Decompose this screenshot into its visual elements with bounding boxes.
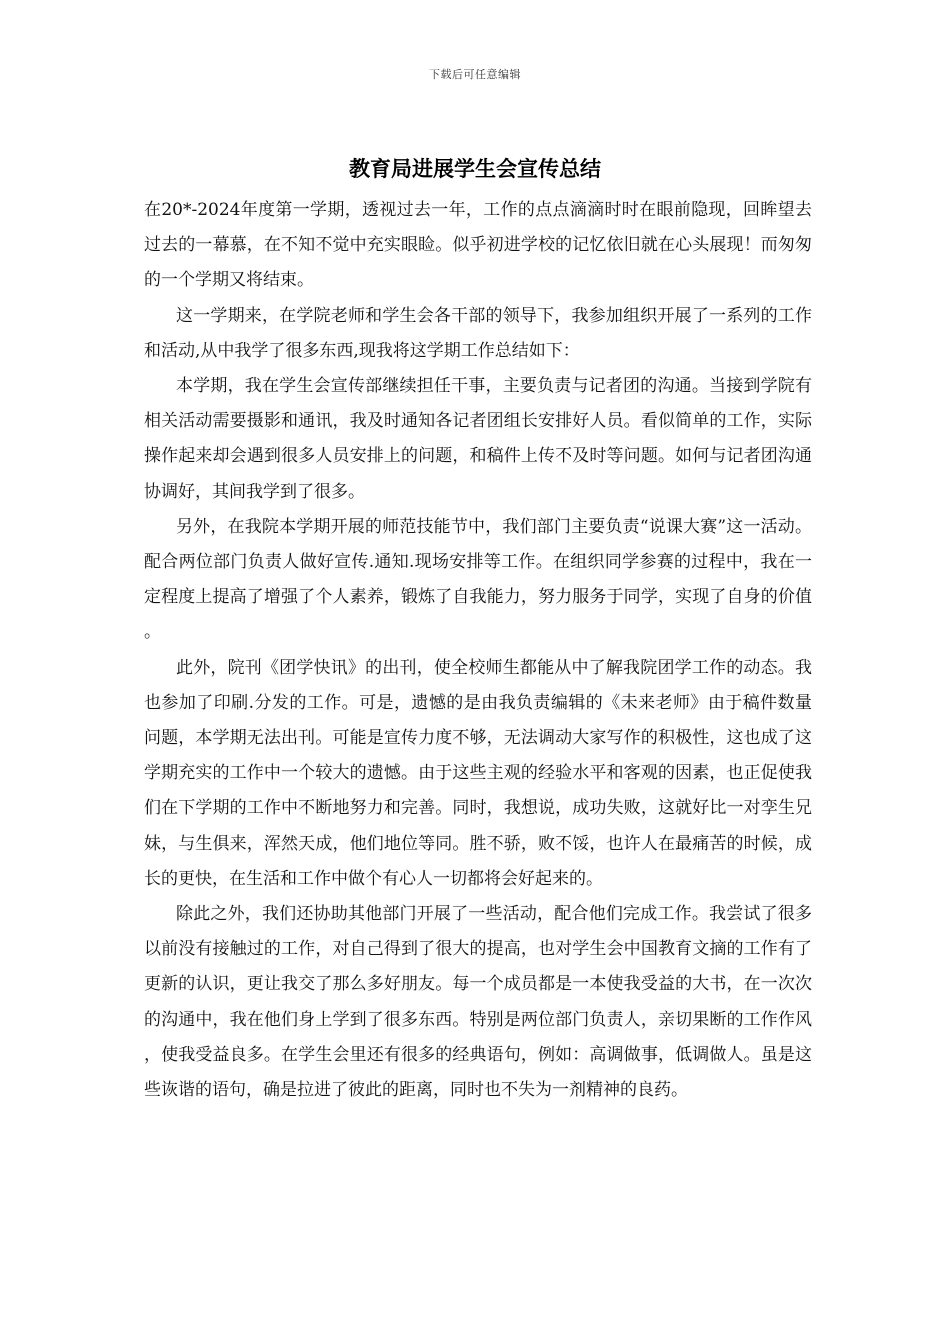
paragraph-overview: 这一学期来，在学院老师和学生会各干部的领导下，我参加组织开展了一系列的工作和活动,从中我学了很多东西,现我将这学期工作总结如下：: [144, 305, 812, 361]
paragraph-intro: 在20*-2024年度第一学期，透视过去一年，工作的点点滴滴时时在眼前隐现，回眸望去过去的一幕慕，在不知不觉中充实眼睑。似乎初进学校的记忆依旧就在心头展现！而匆匆的一个学期又将结束。: [144, 200, 812, 291]
paragraph-teaching-contest: 另外，在我院本学期开展的师范技能节中，我们部门主要负责“说课大赛”这一活动。配合两位部门负责人做好宣传.通知.现场安排等工作。在组织同学参赛的过程中，我在一定程度上提高了增强了个人素养，锻炼了自我能力，努力服务于同学，实现了自身的价值。: [144, 516, 812, 643]
header-note: 下载后可任意编辑: [429, 68, 521, 81]
document-body: [144, 193, 812, 1108]
paragraph-other-activities: 除此之外，我们还协助其他部门开展了一些活动，配合他们完成工作。我尝试了很多以前没有接触过的工作，对自己得到了很大的提高，也对学生会中国教育文摘的工作有了更新的认识，更让我交了那么多好朋友。每一个成员都是一本使我受益的大书，在一次次的沟通中，我在他们身上学到了很多东西。特别是两位部门负责人，亲切果断的工作作风，使我受益良多。在学生会里还有很多的经典语句，例如：高调做事，低调做人。虽是这些诙谐的语句，确是拉进了彼此的距离，同时也不失为一剂精神的良药。: [144, 904, 812, 1101]
paragraph-publications: 此外，院刊《团学快讯》的出刊，使全校师生都能从中了解我院团学工作的动态。我也参加了印刷.分发的工作。可是，遗憾的是由我负责编辑的《未来老师》由于稿件数量问题，本学期无法出刊。可能是宣传力度不够，无法调动大家写作的积极性，这也成了这学期充实的工作中一个较大的遗憾。由于这些主观的经验水平和客观的因素，也正促使我们在下学期的工作中不断地努力和完善。同时，我想说，成功失败，这就好比一对孪生兄妹，与生俱来，浑然天成，他们地位等同。胜不骄，败不馁，也许人在最痛苦的时候，成长的更快，在生活和工作中做个有心人一切都将会好起来的。: [144, 657, 812, 889]
paragraph-reporter-liaison: 本学期，我在学生会宣传部继续担任干事，主要负责与记者团的沟通。当接到学院有相关活动需要摄影和通讯，我及时通知各记者团组长安排好人员。看似简单的工作，实际操作起来却会遇到很多人员安排上的问题，和稿件上传不及时等问题。如何与记者团沟通协调好，其间我学到了很多。: [144, 376, 812, 502]
document-title: 教育局进展学生会宣传总结: [349, 156, 601, 181]
